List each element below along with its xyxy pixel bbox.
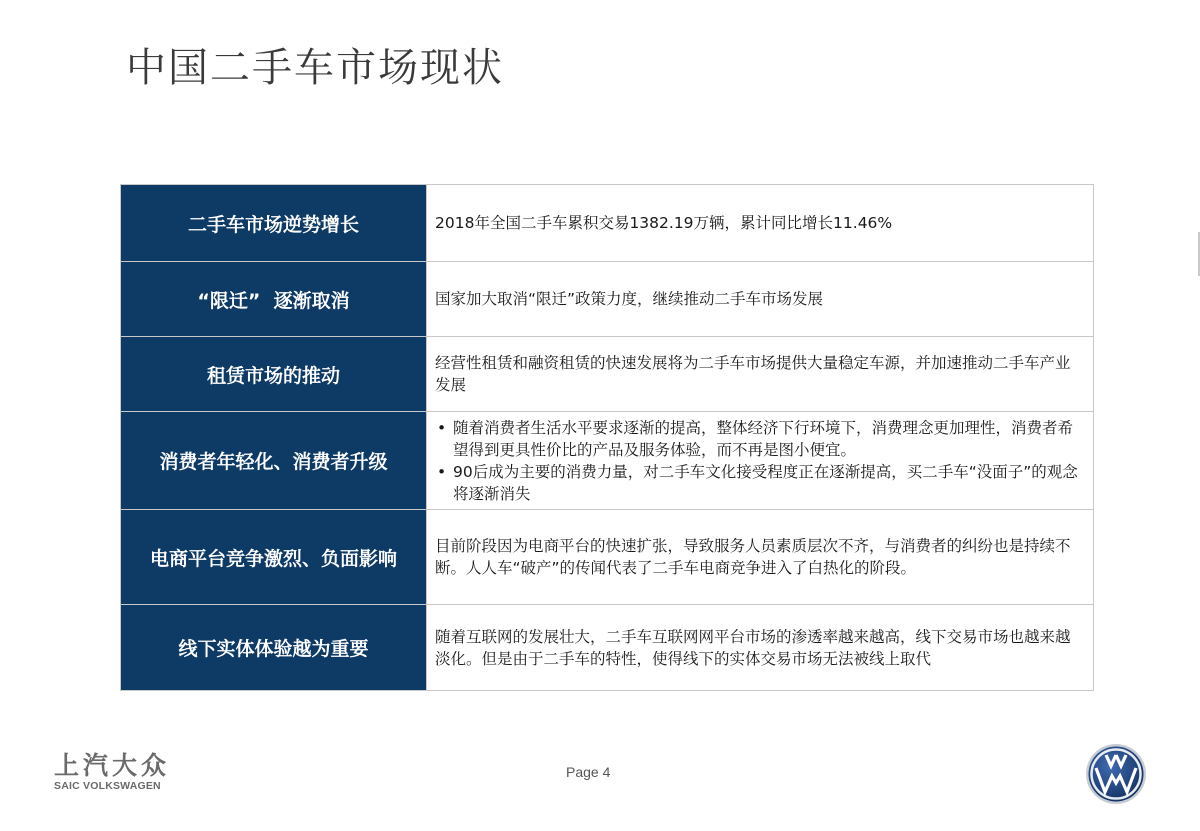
list-item-text: 90后成为主要的消费力量，对二手车文化接受程度正在逐渐提高，买二手车“没面子”的观念将逐渐消失 [453,462,1078,503]
row-text: 经营性租赁和融资租赁的快速发展将为二手车市场提供大量稳定车源，并加速推动二手车产业发展 [435,354,1071,394]
slide-title: 中国二手车市场现状 [126,45,504,91]
brand-logo-en: SAIC VOLKSWAGEN [54,780,161,792]
row-heading: 租赁市场的推动 [121,337,427,411]
page-number: Page 4 [566,764,611,780]
table-row [121,336,1093,411]
list-item-text: 随着消费者生活水平要求逐渐的提高，整体经济下行环境下，消费理念更加理性，消费者希望得到更具性价比的产品及服务体验，而不再是图小便宜。 [453,418,1074,459]
table-row [121,261,1093,336]
vw-logo-icon [1085,743,1147,805]
row-heading: 二手车市场逆势增长 [121,185,427,261]
row-text: 国家加大取消“限迁”政策力度，继续推动二手车市场发展 [435,290,824,308]
row-description [427,262,1093,336]
row-description [427,605,1093,690]
row-heading: 电商平台竞争激烈、负面影响 [121,510,427,604]
table-row [121,604,1093,690]
bullet-icon: • [437,462,447,481]
row-heading: “限迁” 逐渐取消 [121,262,427,336]
brand-logo [54,752,170,792]
status-table [120,184,1094,691]
table-row [121,185,1093,261]
row-heading: 消费者年轻化、消费者升级 [121,412,427,509]
bullet-list [435,417,1083,505]
row-text: 2018年全国二手车累积交易1382.19万辆，累计同比增长11.46% [435,214,893,232]
row-text: 目前阶段因为电商平台的快速扩张，导致服务人员素质层次不齐，与消费者的纠纷也是持续不断。人人车“破产”的传闻代表了二手车电商竞争进入了白热化的阶段。 [435,537,1071,577]
row-text: 随着互联网的发展壮大，二手车互联网网平台市场的渗透率越来越高，线下交易市场也越来越淡化。但是由于二手车的特性，使得线下的实体交易市场无法被线上取代 [435,627,1071,668]
table-row [121,509,1093,604]
row-description [427,185,1093,261]
row-description [427,337,1093,411]
brand-logo-cn: 上汽大众 [54,751,171,780]
list-item [435,417,1083,461]
row-description [427,510,1093,604]
row-description [427,412,1093,509]
table-row [121,411,1093,509]
list-item [435,461,1083,505]
row-heading: 线下实体体验越为重要 [121,605,427,690]
bullet-icon: • [437,418,447,437]
